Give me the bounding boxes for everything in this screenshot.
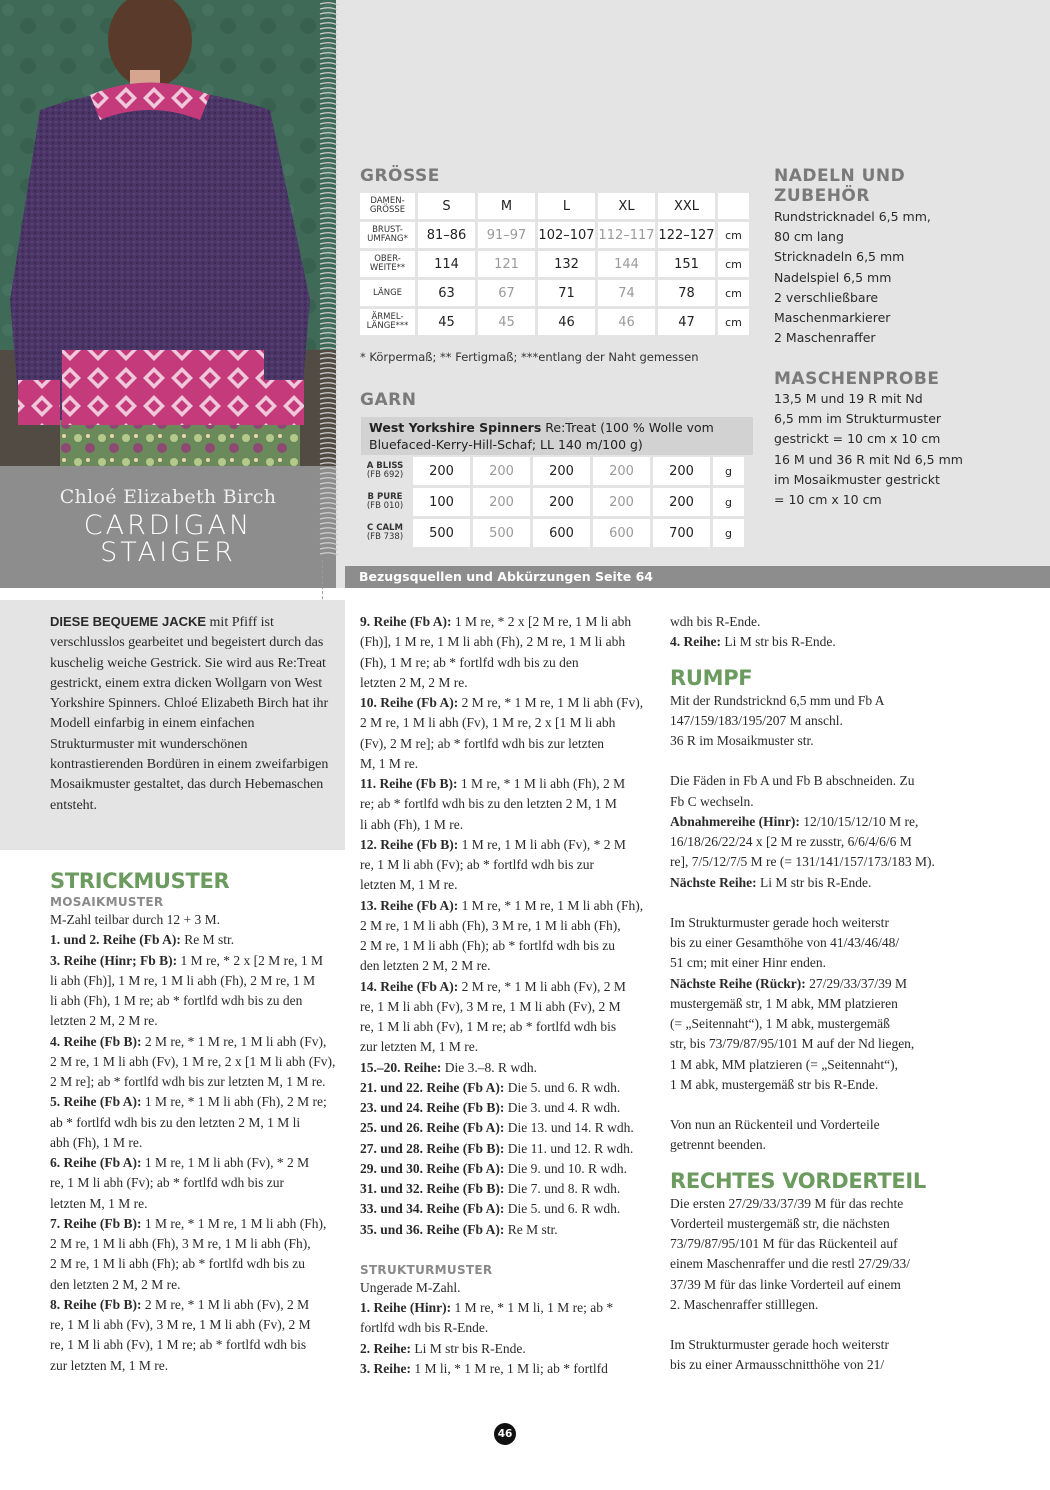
rumpf-p5: Im Strukturmuster gerade hoch weiterstr bis zu einer Gesamthöhe von 41/43/46/48/ 51 cm; mit einer Hinr enden. [670, 914, 900, 971]
size-value: 81–86 [418, 222, 475, 248]
size-value: 151 [658, 251, 715, 277]
instruction-row [360, 1339, 656, 1359]
size-value: 47 [658, 309, 715, 335]
instruction-label: 1. Reihe (Hinr): [360, 1300, 452, 1315]
size-value: 121 [478, 251, 535, 277]
needles-heading [774, 166, 905, 206]
yarn-amount: 200 [593, 488, 650, 516]
needles-heading-line2: ZUBEHÖR [774, 186, 870, 206]
yarn-brand: West Yorkshire Spinners [369, 420, 542, 435]
instruction-row [360, 1278, 656, 1298]
instruction-label: 31. und 32. Reihe (Fb B): [360, 1181, 505, 1196]
instruction-label: 29. und 30. Reihe (Fb A): [360, 1160, 505, 1176]
page-number: 46 [494, 1423, 516, 1445]
instruction-text: 1 M re, * 1 M re, 1 M li abh (Fh), 2 M re, 1 M li abh (Fh), 3 M re, 1 M li abh (Fh), 2 M re, 1 M li abh (Fh); ab * fortlfd wdh bis zu den letzten 2 M, 2 M re. [50, 1215, 327, 1292]
yarn-description [361, 417, 753, 455]
instruction-text: Die 3.–8. R wdh. [441, 1059, 537, 1075]
instruction-text: Die 9. und 10. R wdh. [504, 1160, 628, 1176]
instruction-text: 1 M re, * 2 x [2 M re, 1 M li abh (Fh)], 1 M re, 1 M li abh (Fh), 2 M re, 1 M li abh (Fh), 1 M re; ab * fortlfd wdh bis zu den letzten 2 M, 2 M re. [360, 614, 632, 690]
instruction-row [360, 1098, 656, 1118]
yarn-amount: 200 [473, 457, 530, 485]
size-row-label: LÄNGE [360, 280, 415, 306]
rumpf-p7: Von nun an Rückenteil und Vorderteile getrennt beenden. [670, 1117, 880, 1153]
rumpf-p1: Mit der Rundstricknd 6,5 mm und Fb A 147/159/183/195/207 M anschl. 36 R im Mosaikmuster str. [670, 692, 885, 748]
size-row-label: ÄRMEL- LÄNGE*** [360, 309, 415, 335]
instruction-text: 1 M re, 1 M li abh (Fv), * 2 M re, 1 M li abh (Fv); ab * fortlfd wdh bis zur letzten M, 1 M re. [360, 836, 626, 893]
instruction-row [360, 896, 656, 977]
instruction-row [50, 1214, 342, 1295]
yarn-unit: g [713, 457, 744, 485]
mosaik-rows [50, 910, 342, 1376]
strukturmuster-subheading: STRUKTURMUSTER [360, 1262, 493, 1277]
instruction-row [360, 1159, 656, 1179]
column-2 [360, 612, 656, 1379]
designer-name: Chloé Elizabeth Birch [59, 486, 277, 508]
instruction-row [50, 1295, 342, 1376]
yarn-amount: 100 [413, 488, 470, 516]
size-unit: cm [718, 280, 749, 306]
size-value: L [538, 193, 595, 219]
rumpf-p3 [670, 812, 970, 873]
yarn-color-code: (FB 738) [366, 532, 404, 542]
size-value: 112–117 [598, 222, 655, 248]
rumpf-p3-label: Abnahmereihe (Hinr): [670, 813, 800, 829]
yarn-color-name: B PURE [367, 492, 403, 502]
yarn-row [360, 457, 744, 485]
size-value: M [478, 193, 535, 219]
instruction-row [50, 1092, 342, 1153]
size-footnote: * Körpermaß; ** Fertigmaß; ***entlang der Naht gemessen [360, 350, 699, 364]
intro-text [50, 612, 340, 816]
instruction-label: 35. und 36. Reihe (Fb A): [360, 1221, 505, 1237]
size-value: S [418, 193, 475, 219]
title-box [0, 466, 336, 588]
instruction-text: 1 M re, 1 M li abh (Fv), * 2 M re, 1 M li abh (Fv); ab * fortlfd wdh bis zur letzten M, 1 M re. [50, 1155, 310, 1211]
yarn-amount: 200 [473, 488, 530, 516]
instruction-text: 2 M re, * 1 M li abh (Fv), 2 M re, 1 M li abh (Fv), 3 M re, 1 M li abh (Fv), 2 M re, 1 M li abh (Fv), 1 M re; ab * fortlfd wdh bis zur letzten M, 1 M re. [360, 978, 626, 1055]
instruction-label: 2. Reihe: [360, 1340, 411, 1356]
instruction-row [360, 1078, 656, 1098]
size-row [360, 222, 749, 248]
yarn-heading: GARN [360, 390, 417, 410]
rechtes-vorderteil-heading: RECHTES VORDERTEIL [670, 1168, 926, 1193]
instruction-text: Die 3. und 4. R wdh. [504, 1100, 621, 1115]
instruction-label: 6. Reihe (Fb A): [50, 1155, 142, 1170]
instruction-label: 3. Reihe (Hinr; Fb B): [50, 952, 178, 968]
instruction-row [360, 1298, 656, 1339]
instruction-row [360, 1139, 656, 1159]
rumpf-p6-label: Nächste Reihe (Rückr): [670, 975, 806, 991]
row4-label: 4. Reihe: [670, 634, 721, 650]
size-value: 71 [538, 280, 595, 306]
size-value: 74 [598, 280, 655, 306]
instruction-text: 2 M re, * 1 M li abh (Fv), 2 M re, 1 M li abh (Fv), 3 M re, 1 M li abh (Fv), 2 M re, 1 M li abh (Fv), 1 M re; ab * fortlfd wdh bis zur letzten M, 1 M re. [50, 1296, 311, 1373]
instruction-text: 1 M re, * 2 x [2 M re, 1 M li abh (Fh)], 1 M re, 1 M li abh (Fh), 2 M re, 1 M li abh (Fh), 1 M re; ab * fortlfd wdh bis zu den letzten 2 M, 2 M re. [50, 952, 323, 1029]
vorderteil-p2: Im Strukturmuster gerade hoch weiterstr bis zu einer Armausschnitthöhe von 21/ [670, 1337, 889, 1373]
rumpf-p2: Die Fäden in Fb A und Fb B abschneiden. Zu Fb C wechseln. [670, 773, 915, 809]
yarn-detail: Re:Treat (100 % Wolle vom Bluefaced-Kerry-Hill-Schaf; LL 140 m/100 g) [369, 420, 714, 452]
needles-text: Rundstricknadel 6,5 mm, 80 cm lang Stricknadeln 6,5 mm Nadelspiel 6,5 mm 2 verschließbare Maschenmarkierer 2 Maschenraffer [774, 209, 931, 346]
rumpf-heading: RUMPF [670, 665, 753, 690]
yarn-amount: 600 [593, 519, 650, 547]
yarn-color-label [360, 519, 410, 547]
yarn-amount: 700 [653, 519, 710, 547]
instruction-text: 1 M re, * 1 M re, 1 M li abh (Fh), 2 M re, 1 M li abh (Fh), 3 M re, 1 M li abh (Fh), 2 M re, 1 M li abh (Fh); ab * fortlfd wdh bis zu den letzten 2 M, 2 M re. [360, 897, 644, 974]
size-heading: GRÖSSE [360, 166, 440, 186]
size-table [357, 190, 752, 338]
size-row-label: OBER- WEITE** [360, 251, 415, 277]
yarn-color-label [360, 488, 410, 516]
size-value: 45 [418, 309, 475, 335]
gauge-heading: MASCHENPROBE [774, 369, 940, 389]
yarn-amount: 200 [413, 457, 470, 485]
instruction-label: 3. Reihe: [360, 1360, 411, 1376]
yarn-table [357, 454, 747, 550]
cardigan-photo [0, 0, 336, 466]
instruction-label: 9. Reihe (Fb A): [360, 614, 452, 629]
size-row [360, 280, 749, 306]
instruction-label: 14. Reihe (Fb A): [360, 978, 459, 994]
mosaikmuster-subheading: MOSAIKMUSTER [50, 895, 164, 909]
yarn-color-name: C CALM [367, 523, 403, 533]
size-value: XXL [658, 193, 715, 219]
instruction-row [50, 910, 342, 930]
rumpf-p3-text: 12/10/15/12/10 M re, 16/18/26/22/24 x [2 M re zusstr, 6/6/4/6/6 M re], 7/5/12/7/5 M re (= 131/141/157/173/183 M). [670, 813, 935, 870]
instruction-text: Die 7. und 8. R wdh. [504, 1181, 621, 1196]
instruction-row [360, 1118, 656, 1138]
instruction-text: 1 M re, * 1 M li abh (Fh), 2 M re; ab * fortlfd wdh bis zu den letzten 2 M, 1 M li abh (Fh), 1 M re. [50, 1094, 327, 1150]
rumpf-p4-text: Li M str bis R-Ende. [756, 874, 872, 890]
size-value: 67 [478, 280, 535, 306]
instruction-label: 23. und 24. Reihe (Fb B): [360, 1100, 505, 1115]
instruction-label: 25. und 26. Reihe (Fb A): [360, 1120, 505, 1136]
size-unit: cm [718, 251, 749, 277]
pattern-title-line1: CARDIGAN [83, 510, 253, 541]
yarn-amount: 200 [593, 457, 650, 485]
size-value: 122–127 [658, 222, 715, 248]
size-value: 78 [658, 280, 715, 306]
column-3 [670, 612, 970, 1376]
instruction-row [50, 930, 342, 950]
instruction-text: 2 M re, * 1 M re, 1 M li abh (Fv), 2 M re, 1 M li abh (Fv), 1 M re, 2 x [1 M li abh (Fv), 2 M re]; ab * fortlfd wdh bis zur letzten M, 1 M re. [360, 695, 644, 771]
intro-body: mit Pfiff ist verschlusslos gearbeitet und begeistert durch das kuschelig weiche Gestrick. Sie wird aus Re:Treat gestrickt, einem extra dicken Wollgarn von West Yorkshire Spinners. Chloé Elizabeth Birch hat ihr Modell einfarbig in einem einfachen Strukturmuster mit wunderschönen kontrastierenden Bordüren in einem zweifarbigen Mosaikmuster gestaltet, das durch Hebemaschen entsteht. [50, 615, 329, 813]
yarn-amount: 200 [533, 457, 590, 485]
yarn-amount: 200 [653, 488, 710, 516]
instruction-text: Die 11. und 12. R wdh. [504, 1140, 634, 1156]
size-value: 63 [418, 280, 475, 306]
instruction-label: 12. Reihe (Fb B): [360, 836, 459, 852]
size-row-label: BRUST- UMFANG* [360, 222, 415, 248]
instruction-label: 4. Reihe (Fb B): [50, 1033, 142, 1049]
yarn-row [360, 519, 744, 547]
instruction-row [360, 693, 656, 774]
instruction-text: Die 13. und 14. R wdh. [504, 1120, 634, 1136]
instruction-text: 2 M re, * 1 M re, 1 M li abh (Fv), 2 M re, 1 M li abh (Fv), 1 M re, 2 x [1 M li abh (Fv), 2 M re]; ab * fortlfd wdh bis zur letzten M, 1 M re. [50, 1033, 336, 1089]
yarn-unit: g [713, 488, 744, 516]
yarn-unit: g [713, 519, 744, 547]
row4-text: Li M str bis R-Ende. [721, 634, 836, 650]
rumpf-p6 [670, 974, 970, 1096]
instruction-row [360, 1179, 656, 1199]
intro-lead: DIESE BEQUEME JACKE [50, 614, 207, 629]
gauge-text: 13,5 M und 19 R mit Nd 6,5 mm im Strukturmuster gestrickt = 10 cm x 10 cm 16 M und 36 R mit Nd 6,5 mm im Mosaikmuster gestrickt = 10 cm x 10 cm [774, 391, 963, 508]
size-row [360, 193, 749, 219]
rumpf-p4-label: Nächste Reihe: [670, 874, 757, 890]
column-1 [50, 868, 342, 1376]
instruction-label: 21. und 22. Reihe (Fb A): [360, 1079, 505, 1095]
row4 [670, 632, 970, 652]
size-unit: cm [718, 309, 749, 335]
strickmuster-heading: STRICKMUSTER [50, 869, 230, 893]
instruction-label: 10. Reihe (Fb A): [360, 695, 459, 710]
instruction-text: Re M str. [180, 932, 235, 948]
instruction-label: 11. Reihe (Fb B): [360, 776, 458, 791]
spiral-binding [318, 0, 340, 560]
yarn-amount: 200 [653, 457, 710, 485]
instruction-label: 15.–20. Reihe: [360, 1059, 442, 1075]
instruction-label: 1. und 2. Reihe (Fb A): [50, 932, 181, 948]
size-row [360, 251, 749, 277]
size-value: 114 [418, 251, 475, 277]
instruction-text: 1 M li, * 1 M re, 1 M li; ab * fortlfd [411, 1360, 608, 1376]
instruction-text: Die 5. und 6. R wdh. [504, 1079, 621, 1095]
instruction-row [360, 612, 656, 693]
yarn-amount: 500 [413, 519, 470, 547]
instruction-label: 27. und 28. Reihe (Fb B): [360, 1140, 505, 1156]
struktur-rows [360, 1278, 656, 1379]
instruction-label: 33. und 34. Reihe (Fb A): [360, 1201, 505, 1217]
instruction-text: Re M str. [504, 1221, 558, 1237]
instruction-text: Die 5. und 6. R wdh. [504, 1201, 621, 1217]
instruction-row [360, 977, 656, 1058]
instruction-text: 1 M re, * 1 M li abh (Fh), 2 M re; ab * fortlfd wdh bis zu den letzten 2 M, 1 M li abh (Fh), 1 M re. [360, 776, 626, 832]
mosaik-rows-cont [360, 612, 656, 1240]
instruction-text: 1 M re, * 1 M li, 1 M re; ab * fortlfd wdh bis R-Ende. [360, 1300, 614, 1336]
size-unit: cm [718, 222, 749, 248]
yarn-amount: 600 [533, 519, 590, 547]
instruction-row [50, 1032, 342, 1093]
size-value: 102–107 [538, 222, 595, 248]
yarn-color-code: (FB 010) [366, 501, 404, 511]
instruction-row [360, 1220, 656, 1240]
yarn-amount: 200 [533, 488, 590, 516]
instruction-row [360, 1058, 656, 1078]
sources-bar: Bezugsquellen und Abkürzungen Seite 64 [345, 566, 1050, 588]
instruction-row [50, 1153, 342, 1214]
instruction-row [360, 1359, 656, 1379]
yarn-row [360, 488, 744, 516]
size-row [360, 309, 749, 335]
size-value: 46 [538, 309, 595, 335]
yarn-amount: 500 [473, 519, 530, 547]
size-value: 46 [598, 309, 655, 335]
instruction-label: 7. Reihe (Fb B): [50, 1215, 142, 1231]
instruction-text: M-Zahl teilbar durch 12 + 3 M. [50, 912, 220, 927]
size-row-label: DAMEN- GRÖSSE [360, 193, 415, 219]
yarn-color-name: A BLISS [366, 461, 404, 471]
rumpf-p4 [670, 873, 970, 893]
pattern-title-line2: STAIGER [100, 537, 236, 568]
instruction-row [360, 1199, 656, 1219]
instruction-label: 13. Reihe (Fb A): [360, 897, 459, 913]
instruction-text: Ungerade M-Zahl. [360, 1279, 461, 1295]
size-value: 45 [478, 309, 535, 335]
instruction-row [50, 951, 342, 1032]
needles-heading-line1: NADELN UND [774, 166, 906, 186]
size-value: 144 [598, 251, 655, 277]
size-value: XL [598, 193, 655, 219]
instruction-text: Li M str bis R-Ende. [411, 1340, 526, 1356]
yarn-color-code: (FB 692) [366, 470, 404, 480]
row3-continuation: wdh bis R-Ende. [670, 614, 761, 629]
instruction-row [360, 774, 656, 835]
rumpf-p6-text: 27/29/33/37/39 M mustergemäß str, 1 M abk, MM platzieren (= „Seitennaht“), 1 M abk, mustergemäß str, bis 73/79/87/95/101 M auf der Nd liegen, 1 M abk, MM platzieren (= „Seitennaht“), 1 M abk, mustergemäß str bis R-Ende. [670, 975, 915, 1092]
instruction-label: 8. Reihe (Fb B): [50, 1296, 142, 1312]
yarn-color-label [360, 457, 410, 485]
instruction-label: 5. Reihe (Fb A): [50, 1094, 142, 1110]
instruction-row [360, 835, 656, 896]
vorderteil-p1: Die ersten 27/29/33/37/39 M für das rechte Vorderteil mustergemäß str, die nächsten 73/79/87/95/101 M für das Rückenteil auf einem Maschenraffer und die restl 27/29/33/ 37/39 M für das linke Vorderteil auf einem 2. Maschenraffer stilllegen. [670, 1195, 911, 1312]
size-value: 91–97 [478, 222, 535, 248]
size-value: 132 [538, 251, 595, 277]
size-unit [718, 193, 749, 219]
